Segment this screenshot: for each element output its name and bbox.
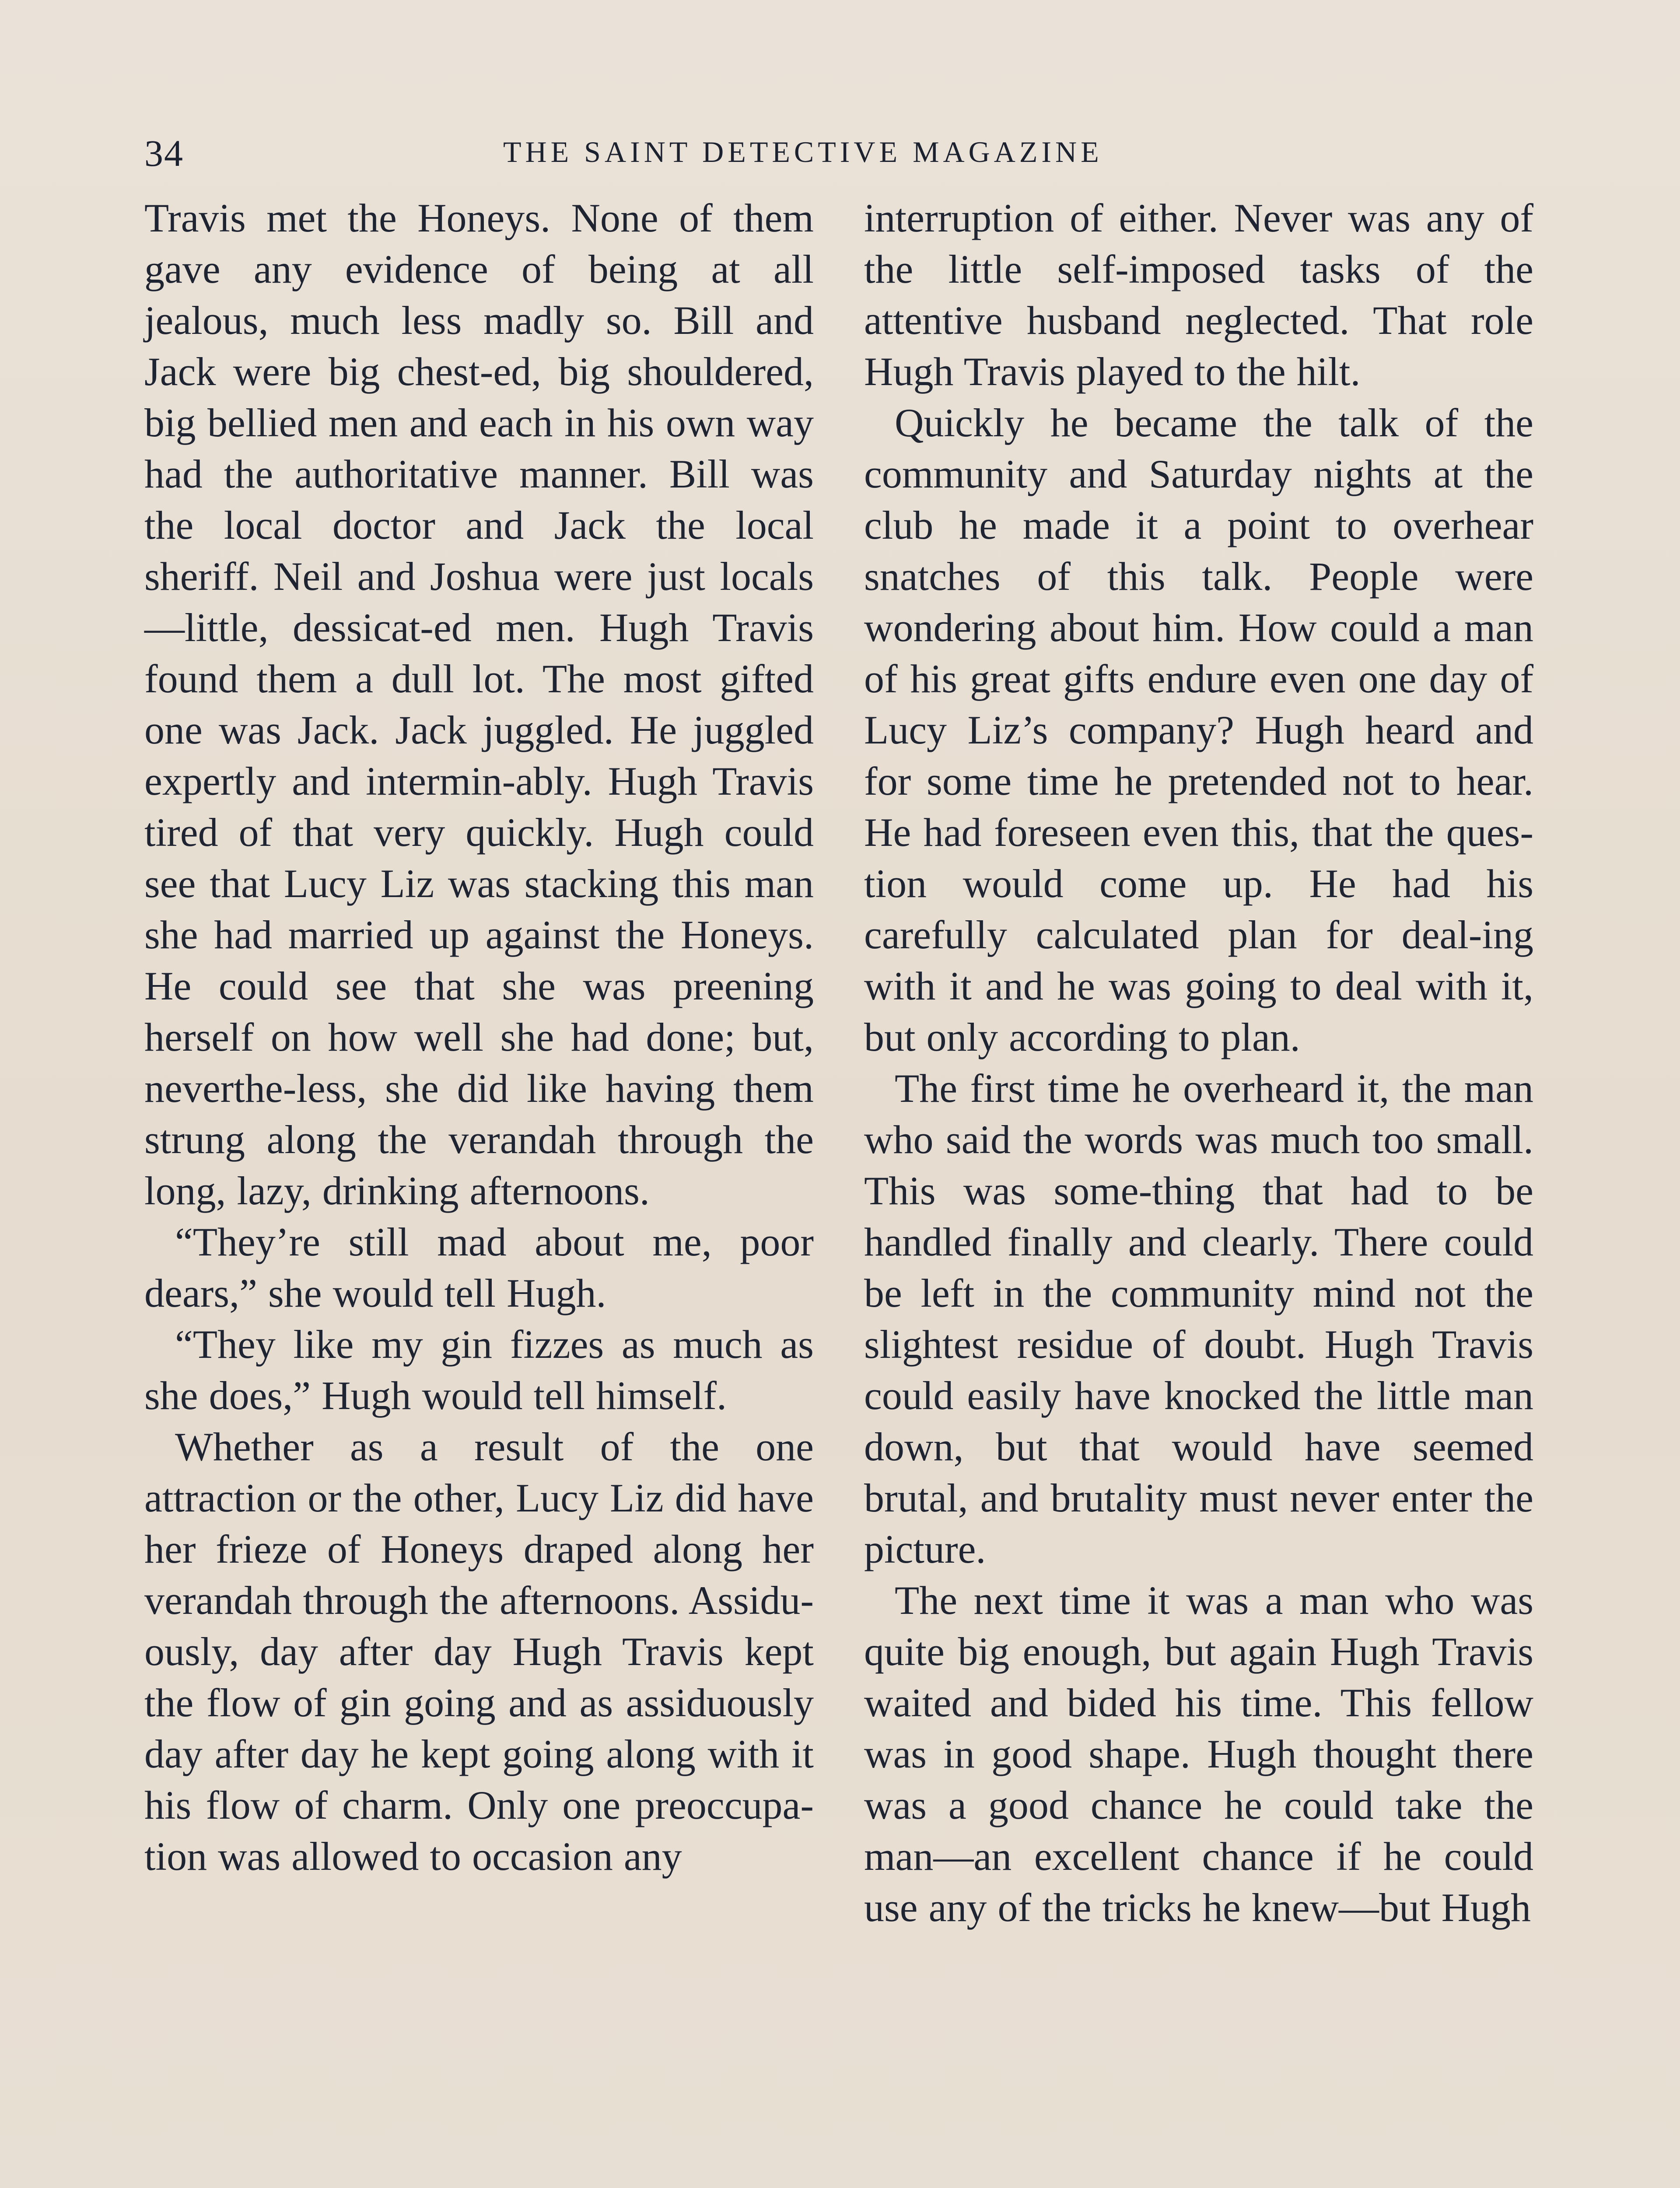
paragraph: interruption of either. Never was any of the little self-imposed tasks of the attentive husband neglected. That role Hugh Travis played to the hilt. (864, 196, 1533, 394)
paragraph: Whether as a result of the one attraction or the other, Lucy Liz did have her frieze of Honeys draped along her verandah through the afternoons. Assidu-ously, day after day Hugh Travis kept the flow of gin going and as assiduously day after day he kept going along with it his flow of charm. Only one preoccupa-tion was allowed to occasion any (144, 1424, 814, 1879)
magazine-title: THE SAINT DETECTIVE MAGAZINE (503, 135, 1103, 168)
paragraph: Quickly he became the talk of the community and Saturday nights at the club he made it a point to overhear snatches of this talk. People were wondering about him. How could a man of his great gifts endure even one day of Lucy Liz’s company? Hugh heard and for some time he pretended not to hear. He had foreseen even this, that the ques-tion would come up. He had his carefully calculated plan for deal-ing with it and he was going to deal with it, but only according to plan. (864, 400, 1533, 1059)
page-header (140, 131, 1540, 179)
paragraph: The first time he overheard it, the man who said the words was much too small. This was some-thing that had to be handled finally and clearly. There could be left in the community mind not the slightest residue of doubt. Hugh Travis could easily have knocked the little man down, but that would have seemed brutal, and brutality must never enter the picture. (864, 1066, 1533, 1571)
right-column (864, 193, 1533, 1933)
left-column (144, 193, 814, 1882)
paragraph: “They’re still mad about me, poor dears,” she would tell Hugh. (144, 1220, 814, 1315)
paragraph: The next time it was a man who was quite big enough, but again Hugh Travis waited and bided his time. This fellow was in good shape. Hugh thought there was a good chance he could take the man—an excellent chance if he could use any of the tricks he knew—but Hugh (864, 1578, 1533, 1930)
page-number: 34 (144, 132, 184, 174)
paragraph: Travis met the Honeys. None of them gave any evidence of being at all jealous, much less madly so. Bill and Jack were big chest-ed, big shouldered, big bellied men and each in his own way had the authoritative manner. Bill was the local doctor and Jack the local sheriff. Neil and Joshua were just locals—little, dessicat-ed men. Hugh Travis found them a dull lot. The most gifted one was Jack. Jack juggled. He juggled expertly and intermin-ably. Hugh Travis tired of that very quickly. Hugh could see that Lucy Liz was stacking this man she had married up against the Honeys. He could see that she was preening herself on how well she had done; but, neverthe-less, she did like having them strung along the verandah through the long, lazy, drinking afternoons. (144, 196, 814, 1213)
paragraph: “They like my gin fizzes as much as she does,” Hugh would tell himself. (144, 1322, 814, 1418)
